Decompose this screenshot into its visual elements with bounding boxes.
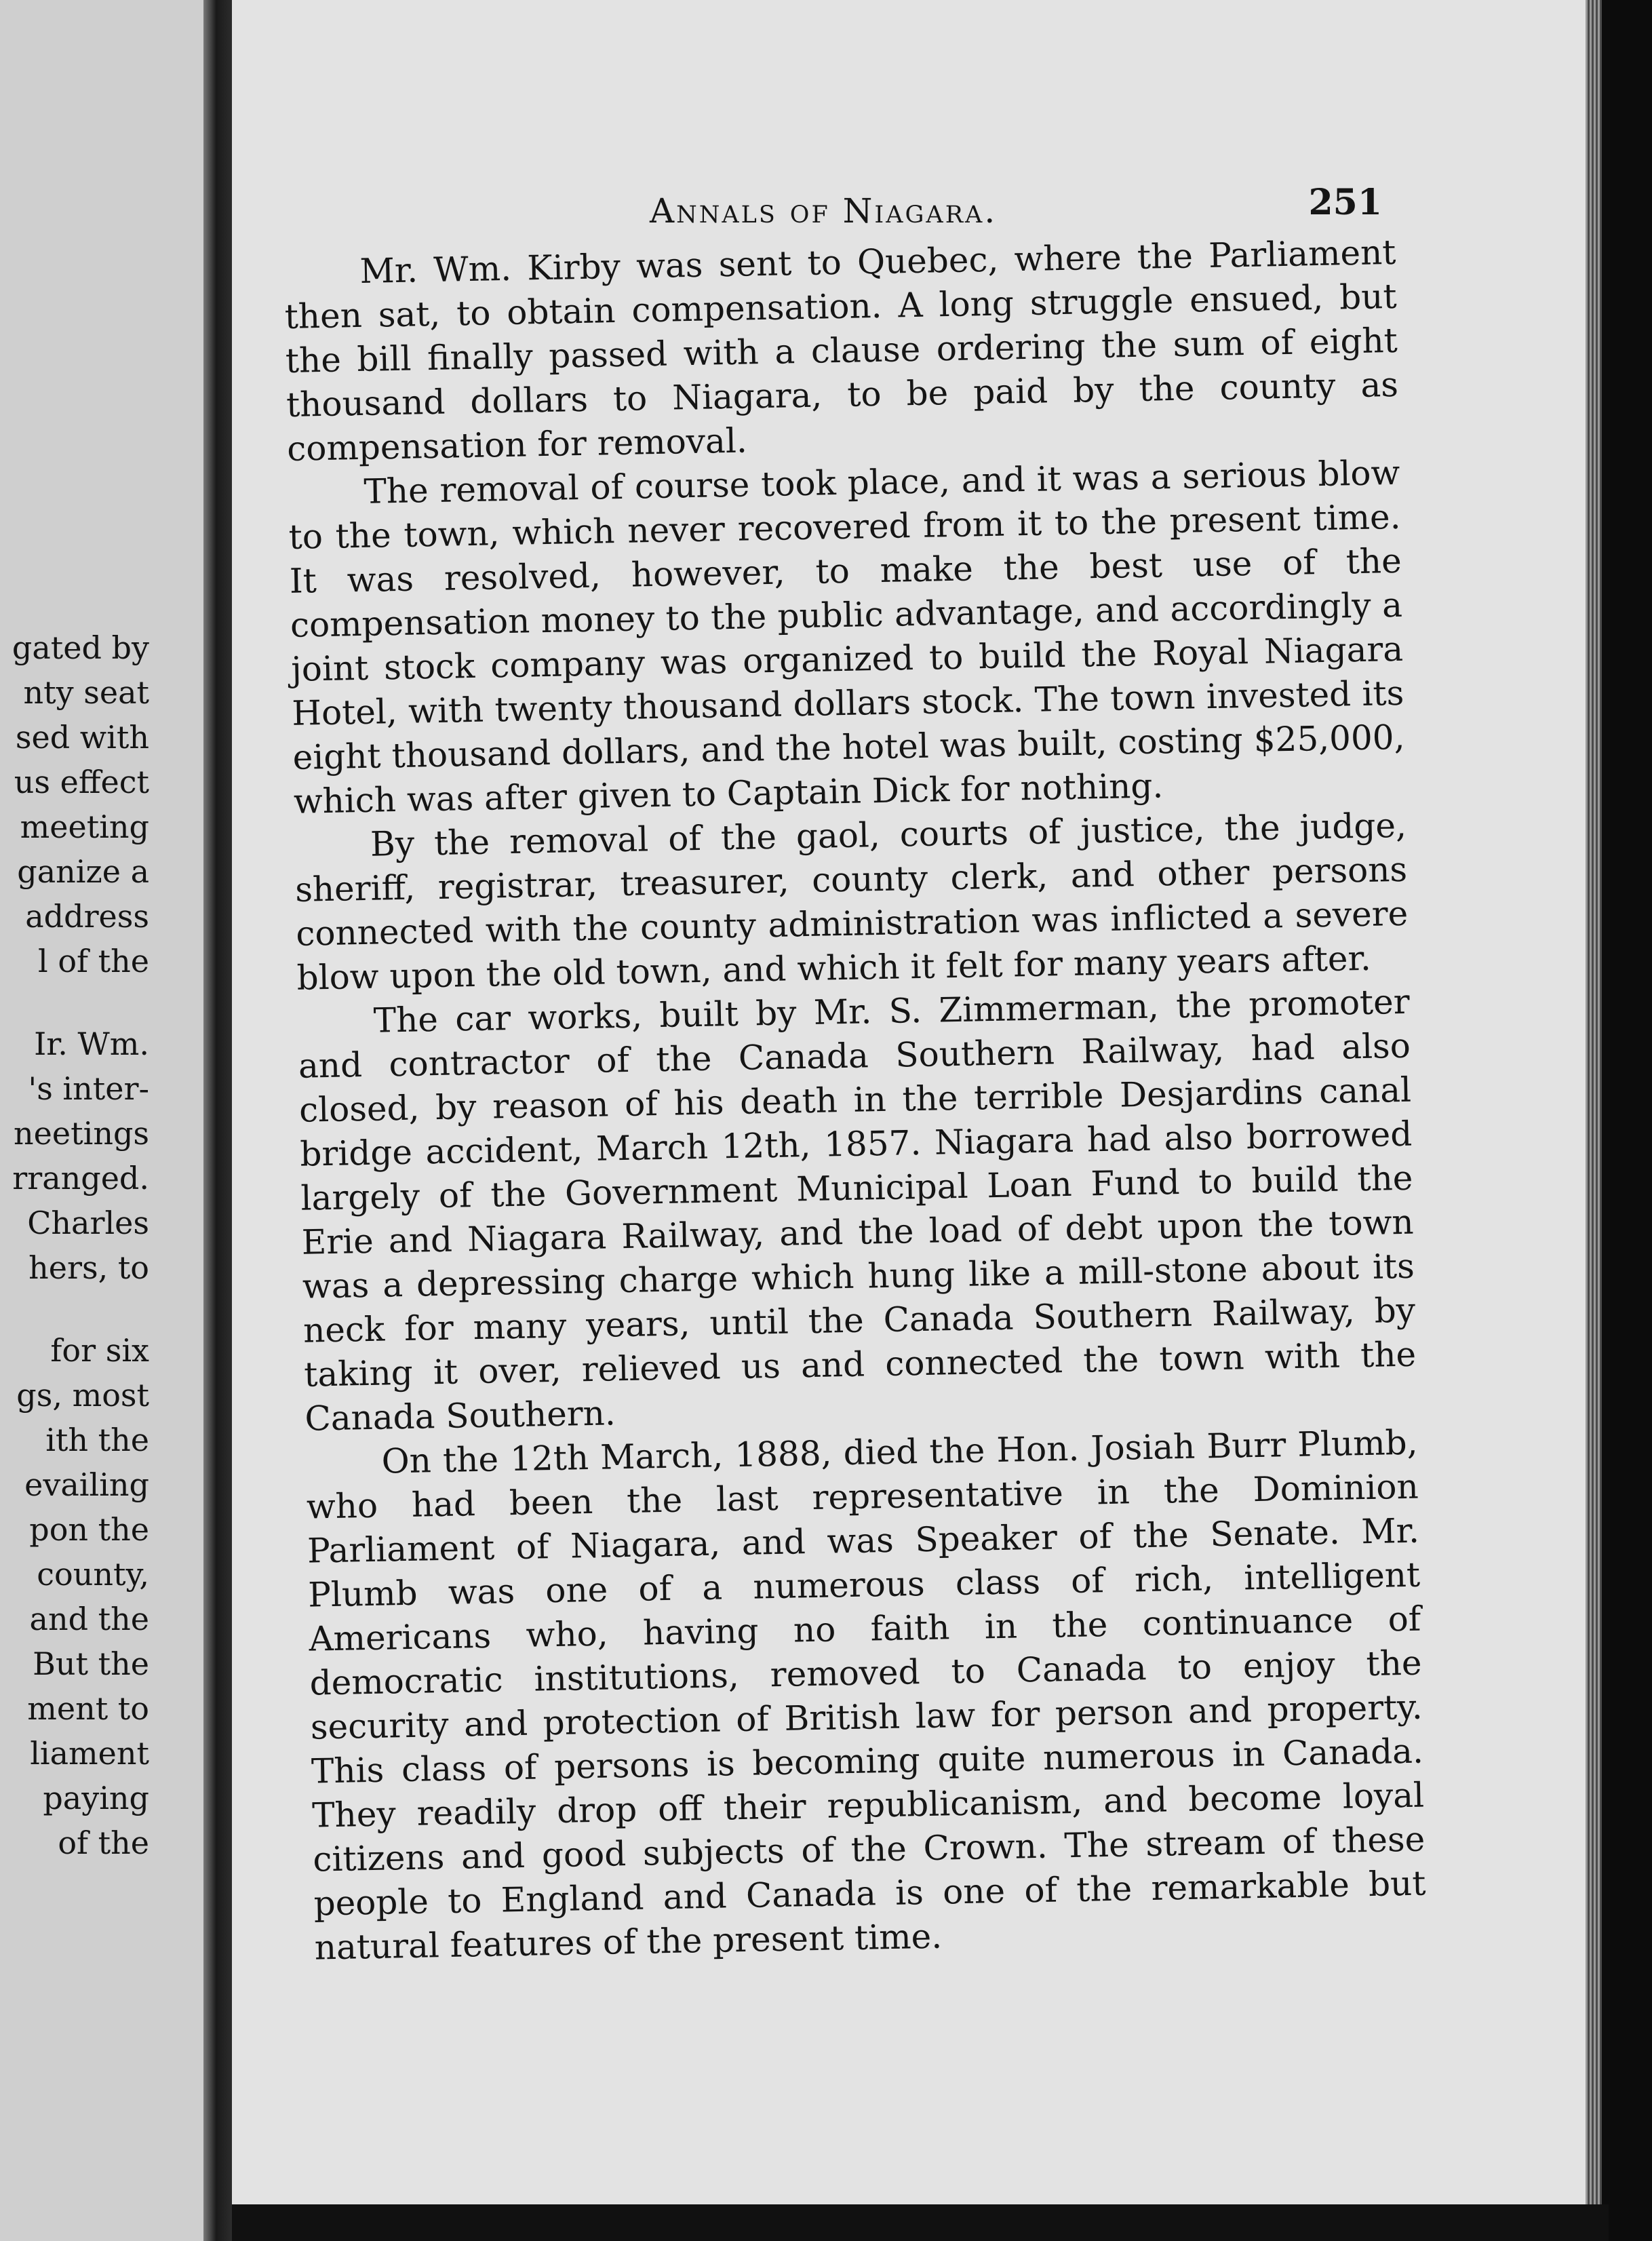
facing-page-line: gated by	[12, 629, 149, 666]
page-edges	[1586, 0, 1602, 2204]
facing-page-line: Charles	[27, 1205, 149, 1241]
facing-page-line: county,	[37, 1556, 149, 1593]
facing-page-line: neetings	[14, 1115, 149, 1152]
facing-page-line: liament	[30, 1735, 149, 1772]
facing-page-line: gs, most	[16, 1377, 149, 1414]
paragraph: Mr. Wm. Kirby was sent to Quebec, where the Parliament then sat, to obtain compensation. A long struggle ensued, but the bill finally passed with a clause ordering the sum of eight thousand dollars to Niagara, to be paid by the county as compensation for removal.	[284, 232, 1399, 469]
facing-page-line: 's inter-	[28, 1070, 149, 1107]
facing-page-line: nty seat	[23, 674, 149, 711]
fragment-gap	[0, 983, 149, 1021]
facing-page-line: paying	[43, 1780, 149, 1816]
facing-page-line: meeting	[20, 808, 149, 845]
paragraph: By the removal of the gaol, courts of justice, the judge, sheriff, registrar, treasurer, county clerk, and other persons connected with the county administration was inflicted a severe blow upon the old town, and which it felt for many years after.	[294, 805, 1409, 998]
facing-page-line: for six	[50, 1332, 149, 1369]
facing-page-line: Ir. Wm.	[34, 1026, 149, 1062]
facing-page-line: address	[25, 898, 149, 935]
paragraph: On the 12th March, 1888, died the Hon. Josiah Burr Plumb, who had been the last representative in the Dominion Parliament of Niagara, and was Speaker of the Senate. Mr. Plumb was one of a numerous class of rich, intelligent Americans who, having no faith in the continuance of democratic institutions, removed to Canada to enjoy the security and protection of British law for person and property. This class of persons is becoming quite numerous in Canada. They readily drop off their republicanism, and become loyal citizens and good subjects of the Crown. The stream of these people to England and Canada is one of the remarkable but natural features of the present time.	[306, 1422, 1426, 1968]
scan-bottom-edge	[232, 2204, 1609, 2241]
facing-page-line: rranged.	[12, 1160, 149, 1196]
facing-page-line: and the	[29, 1601, 149, 1637]
facing-page-line: ganize a	[17, 853, 149, 890]
body-text	[283, 231, 1427, 1970]
paragraph: The car works, built by Mr. S. Zimmerman, the promoter and contractor of the Canada Southern Railway, had also closed, by reason of his death in the terrible Desjardins canal bridge accident, March 12th, 1857. Niagara had also borrowed largely of the Government Municipal Loan Fund to build the Erie and Niagara Railway, and the load of debt upon the town was a depressing charge which hung like a mill-stone about its neck for many years, until the Canada Southern Railway, by taking it over, relieved us and connected the town with the Canada Southern.	[298, 981, 1417, 1439]
facing-page-line: ment to	[27, 1690, 149, 1727]
running-title: Annals of Niagara.	[650, 191, 998, 231]
page-header	[650, 182, 1382, 231]
page-number: 251	[1308, 182, 1382, 223]
fragment-gap	[0, 1290, 149, 1328]
facing-page-line: l of the	[37, 943, 149, 979]
facing-page-line: sed with	[15, 719, 149, 756]
facing-page-line: pon the	[29, 1511, 149, 1548]
facing-page-line: of the	[58, 1825, 149, 1861]
paragraph: The removal of course took place, and it was a serious blow to the town, which never recovered from it to the present time. It was resolved, however, to make the best use of the compensation money to the public advantage, and accordingly a joint stock company was organized to build the Royal Niagara Hotel, with twenty thousand dollars stock. The town invested its eight thousand dollars, and the hotel was built, costing $25,000, which was after given to Captain Dick for nothing.	[288, 452, 1405, 821]
facing-page-line: But the	[33, 1645, 149, 1682]
book-gutter	[203, 0, 232, 2241]
facing-page-line: hers, to	[28, 1249, 149, 1286]
facing-page-line: evailing	[24, 1466, 149, 1503]
facing-page-line: ith the	[45, 1422, 149, 1458]
facing-page-text-fragments	[0, 625, 149, 1865]
facing-page	[0, 0, 203, 2241]
facing-page-line: us effect	[14, 764, 149, 800]
